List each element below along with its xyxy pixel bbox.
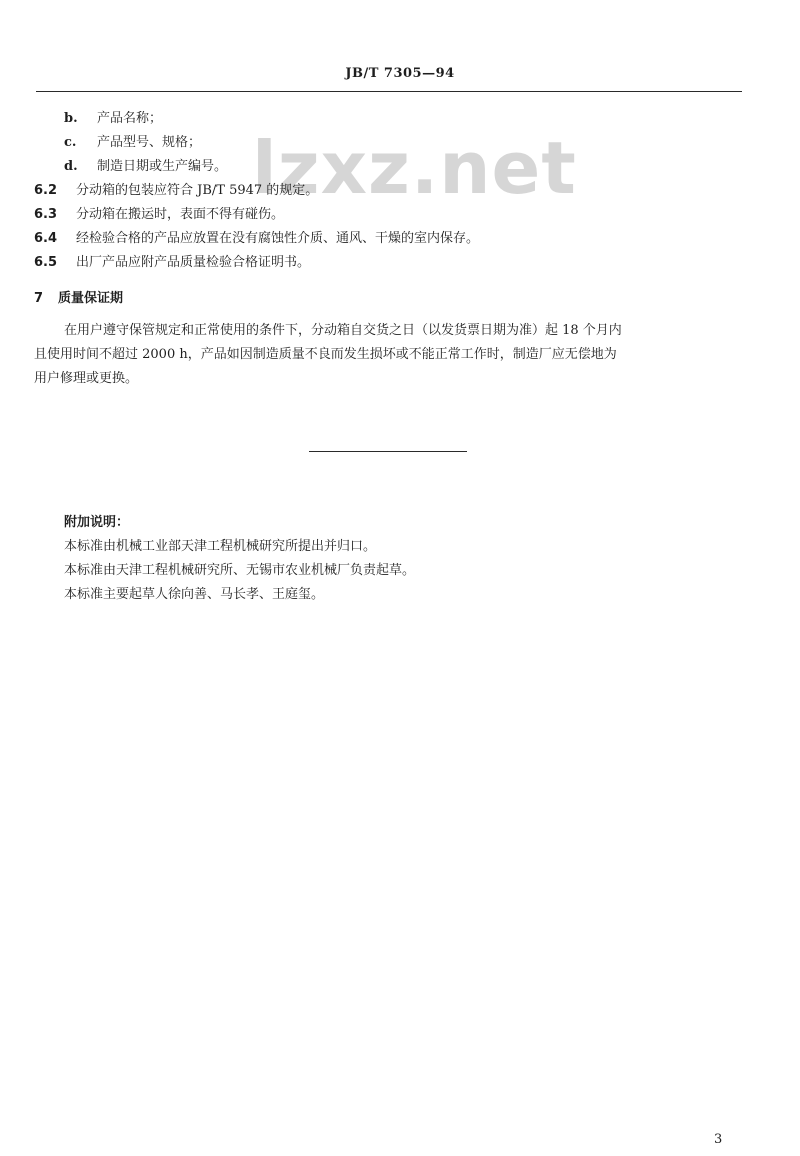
- clause-text: 分动箱的包装应符合 JB/T 5947 的规定。: [76, 183, 319, 198]
- clause-number: 6.3: [34, 207, 58, 222]
- section-heading: [34, 290, 123, 308]
- clause-number: 6.4: [34, 231, 58, 246]
- clause-number: 6.5: [34, 255, 58, 270]
- appendix-line: 本标准主要起草人徐向善、马长孝、王庭玺。: [64, 587, 325, 602]
- section-number: 7: [34, 291, 44, 306]
- appendix-line: 本标准由天津工程机械研究所、无锡市农业机械厂负责起草。: [64, 563, 416, 578]
- paragraph-line: 在用户遵守保管规定和正常使用的条件下，分动箱自交货之日（以发货票日期为准）起 18 个月内: [64, 323, 622, 338]
- page-number: 3: [714, 1132, 723, 1147]
- list-item-letter: d.: [64, 159, 78, 174]
- clause-text: 分动箱在搬运时，表面不得有碰伤。: [76, 207, 285, 222]
- paragraph-line: 用户修理或更换。: [34, 371, 139, 386]
- list-item-letter: b.: [64, 111, 78, 126]
- paragraph-line: 且使用时间不超过 2000 h，产品如因制造质量不良而发生损坏或不能正常工作时，制造厂应无偿地为: [34, 347, 617, 362]
- list-item-text: 产品名称；: [97, 111, 163, 126]
- list-item-text: 制造日期或生产编号。: [97, 159, 228, 174]
- page-header: JB/T 7305—94: [345, 66, 455, 81]
- clause-text: 经检验合格的产品应放置在没有腐蚀性介质、通风、干燥的室内保存。: [76, 231, 480, 246]
- watermark: lzxz.net: [252, 126, 577, 210]
- appendix-line: 本标准由机械工业部天津工程机械研究所提出并归口。: [64, 539, 377, 554]
- list-item-text: 产品型号、规格；: [97, 135, 202, 150]
- appendix-title: 附加说明：: [64, 515, 130, 530]
- list-item-letter: c.: [64, 135, 77, 150]
- section-title: 质量保证期: [58, 291, 124, 306]
- header-rule: [36, 91, 742, 92]
- clause-text: 出厂产品应附产品质量检验合格证明书。: [76, 255, 311, 270]
- clause-number: 6.2: [34, 183, 58, 198]
- end-rule: [309, 451, 467, 452]
